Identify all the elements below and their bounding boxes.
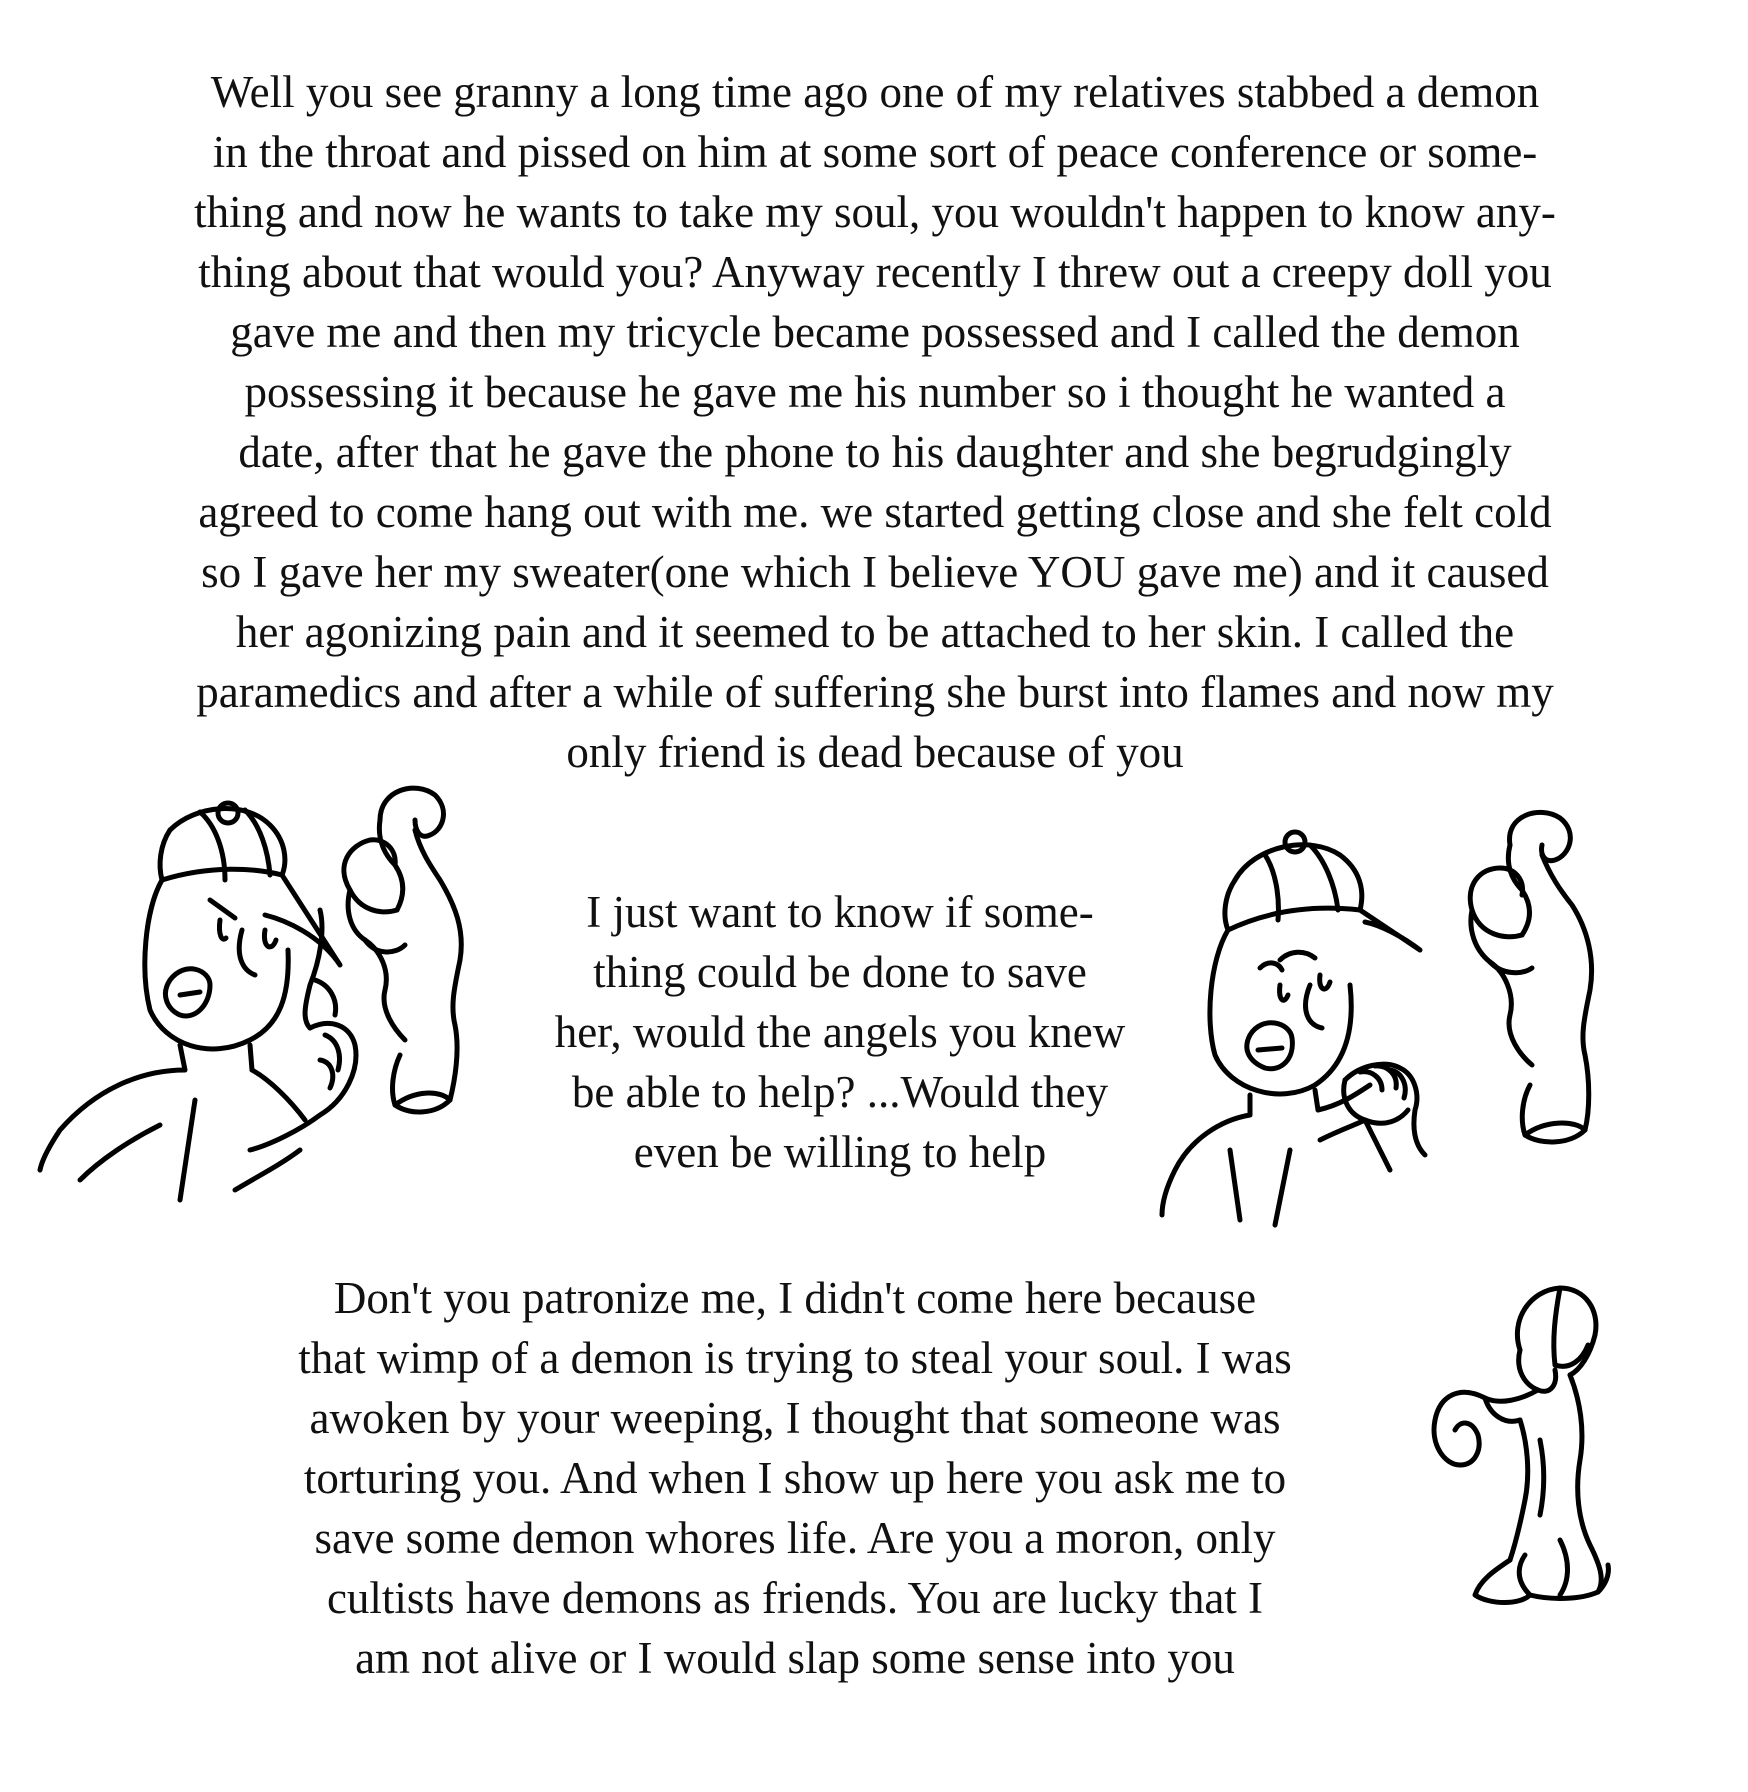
ghost-right-drawing: [1450, 790, 1630, 1160]
ghost-bottom-drawing: [1420, 1280, 1670, 1610]
middle-dialogue-text: I just want to know if some- thing could be done to save her, would the angels you knew be able to help? ...Would they even be willing to help: [554, 887, 1126, 1177]
top-dialogue-text: Well you see granny a long time ago one of my relatives stabbed a demon in the throat and pissed on him at some sort of peace conference or some- thing and now he wants to take my soul, you wouldn't happen to know any- thing about that would you? Anyway recently I threw out a creepy doll you gave me and then my tricycle became possessed and I called the demon possessing it because he gave me his number so i thought he wanted a date, after that he gave the phone to his daughter and she begrudgingly agreed to come hang out with me. we started getting close and she felt cold so I gave her my sweater(one which I believe YOU gave me) and it caused her agonizing pain and it seemed to be attached to her skin. I called the paramedics and after a while of suffering she burst into flames and now my only friend is dead because of you: [194, 67, 1556, 777]
worried-boy-drawing: [1150, 810, 1480, 1230]
bottom-dialogue-text: Don't you patronize me, I didn't come here because that wimp of a demon is trying to steal your soul. I was awoken by your weeping, I thought that someone was torturing you. And when I show up here you ask me to save some demon whores life. Are you a moron, only cultists have demons as friends. You are lucky that I am not alive or I would slap some sense into you: [298, 1273, 1292, 1683]
ghost-left-drawing: [325, 770, 500, 1140]
